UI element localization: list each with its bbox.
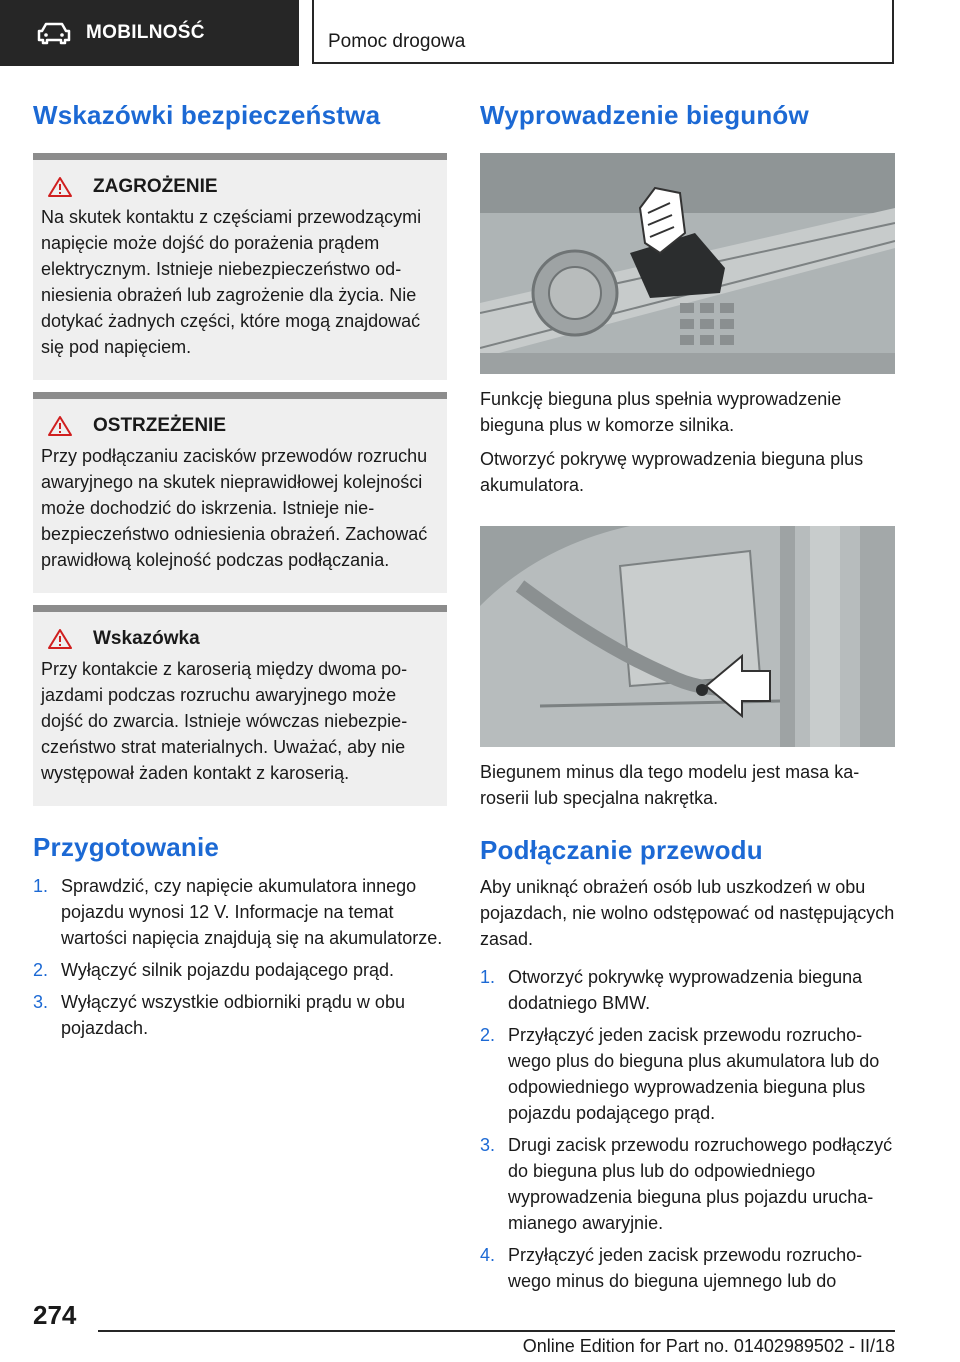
list-item: 1. Otworzyć pokrywkę wyprowadzenia bieguna dodatniego BMW.: [480, 967, 863, 1013]
engine-bay-plus-terminal-image: [480, 153, 895, 374]
terminals-para-3: Biegunem minus dla tego modelu jest masa karoserii lub specjalna nakrętka.: [480, 762, 860, 808]
terminals-para-1: Funkcję bieguna plus spełnia wyprowadzenie bieguna plus w komorze silnika.: [480, 389, 842, 435]
connecting-heading: Podłączanie przewodu: [480, 835, 763, 865]
chapter-tab[interactable]: [0, 0, 299, 66]
list-item: 3. Drugi zacisk przewodu rozruchowego podłączyć do bieguna plus lub do odpowiedniego wyprowadzenia bieguna plus pojazdu uruchamianego awaryjnie.: [480, 1135, 893, 1233]
car-icon: [36, 21, 72, 45]
safety-heading: Wskazówki bezpieczeństwa: [33, 100, 381, 130]
right-column: [480, 100, 895, 1300]
list-item: 4. Przyłączyć jeden zacisk przewodu rozruchowego minus do bieguna ujemnego lub do: [480, 1245, 863, 1291]
connecting-steps: [480, 964, 895, 1294]
edition-note: Online Edition for Part no. 01402989502 - II/18: [522, 1336, 895, 1356]
page-number: 274: [33, 1300, 77, 1330]
list-item: 1. Sprawdzić, czy napięcie akumulatora innego pojazdu wynosi 12 V. Informacje na temat wartości napięcia znajdują się na akumulatorze.: [33, 876, 443, 948]
note-box: [33, 605, 447, 806]
warning-box: [33, 392, 447, 593]
list-item: 2. Wyłączyć silnik pojazdu podającego prąd.: [33, 960, 395, 980]
preparation-steps: [33, 873, 447, 1041]
page-header: [0, 0, 960, 66]
danger-text: Na skutek kontaktu z częściami przewodzącymi napięcie może dojść do porażenia prądem elektrycznym. Istnieje niebezpieczeństwo odniesienia obrażeń lub zagrożenie dla życia. Nie dotykać żadnych części, które mogą znajdować się pod napięciem.: [41, 207, 422, 357]
terminals-para-2: Otworzyć pokrywę wyprowadzenia bieguna plus akumulatora.: [480, 449, 864, 495]
warning-triangle-icon: [47, 415, 73, 437]
danger-box: [33, 153, 447, 380]
connecting-intro: Aby uniknąć obrażeń osób lub uszkodzeń w obu pojazdach, nie wolno odstępować od następujących zasad.: [480, 877, 895, 949]
note-title: Wskazówka: [93, 628, 200, 649]
preparation-heading: Przygotowanie: [33, 832, 220, 862]
warning-title: OSTRZEŻENIE: [93, 415, 227, 436]
list-item: 3. Wyłączyć wszystkie odbiorniki prądu w obu pojazdach.: [33, 992, 405, 1038]
engine-bay-minus-terminal-image: [480, 526, 895, 747]
left-column: [33, 100, 447, 1047]
warning-text: Przy podłączaniu zacisków przewodów rozruchu awaryjnego na skutek nieprawidłowej kolejności może dochodzić do iskrzenia. Istnieje niebezpieczeństwo odniesienia obrażeń. Zachować prawidłową kolejność podczas podłączania.: [41, 446, 428, 570]
footer-divider: [98, 1330, 895, 1332]
list-item: 2. Przyłączyć jeden zacisk przewodu rozruchowego plus do bieguna plus akumulatora lub do odpowiedniego wyprowadzenia bieguna plus pojazdu podającego prąd.: [480, 1025, 880, 1123]
caution-triangle-icon: [47, 628, 73, 650]
note-text: Przy kontakcie z karoserią między dwoma pojazdami podczas rozruchu awaryjnego może dojść do zwarcia. Istnieje wówczas niebezpieczeństwo strat materialnych. Uważać, aby nie występował żaden kontakt z karoserią.: [41, 659, 408, 783]
section-title: Pomoc drogowa: [312, 0, 894, 64]
chapter-label: MOBILNOŚĆ: [86, 22, 205, 43]
danger-title: ZAGROŻENIE: [93, 176, 218, 197]
terminals-heading: Wyprowadzenie biegunów: [480, 100, 809, 130]
warning-triangle-icon: [47, 176, 73, 198]
